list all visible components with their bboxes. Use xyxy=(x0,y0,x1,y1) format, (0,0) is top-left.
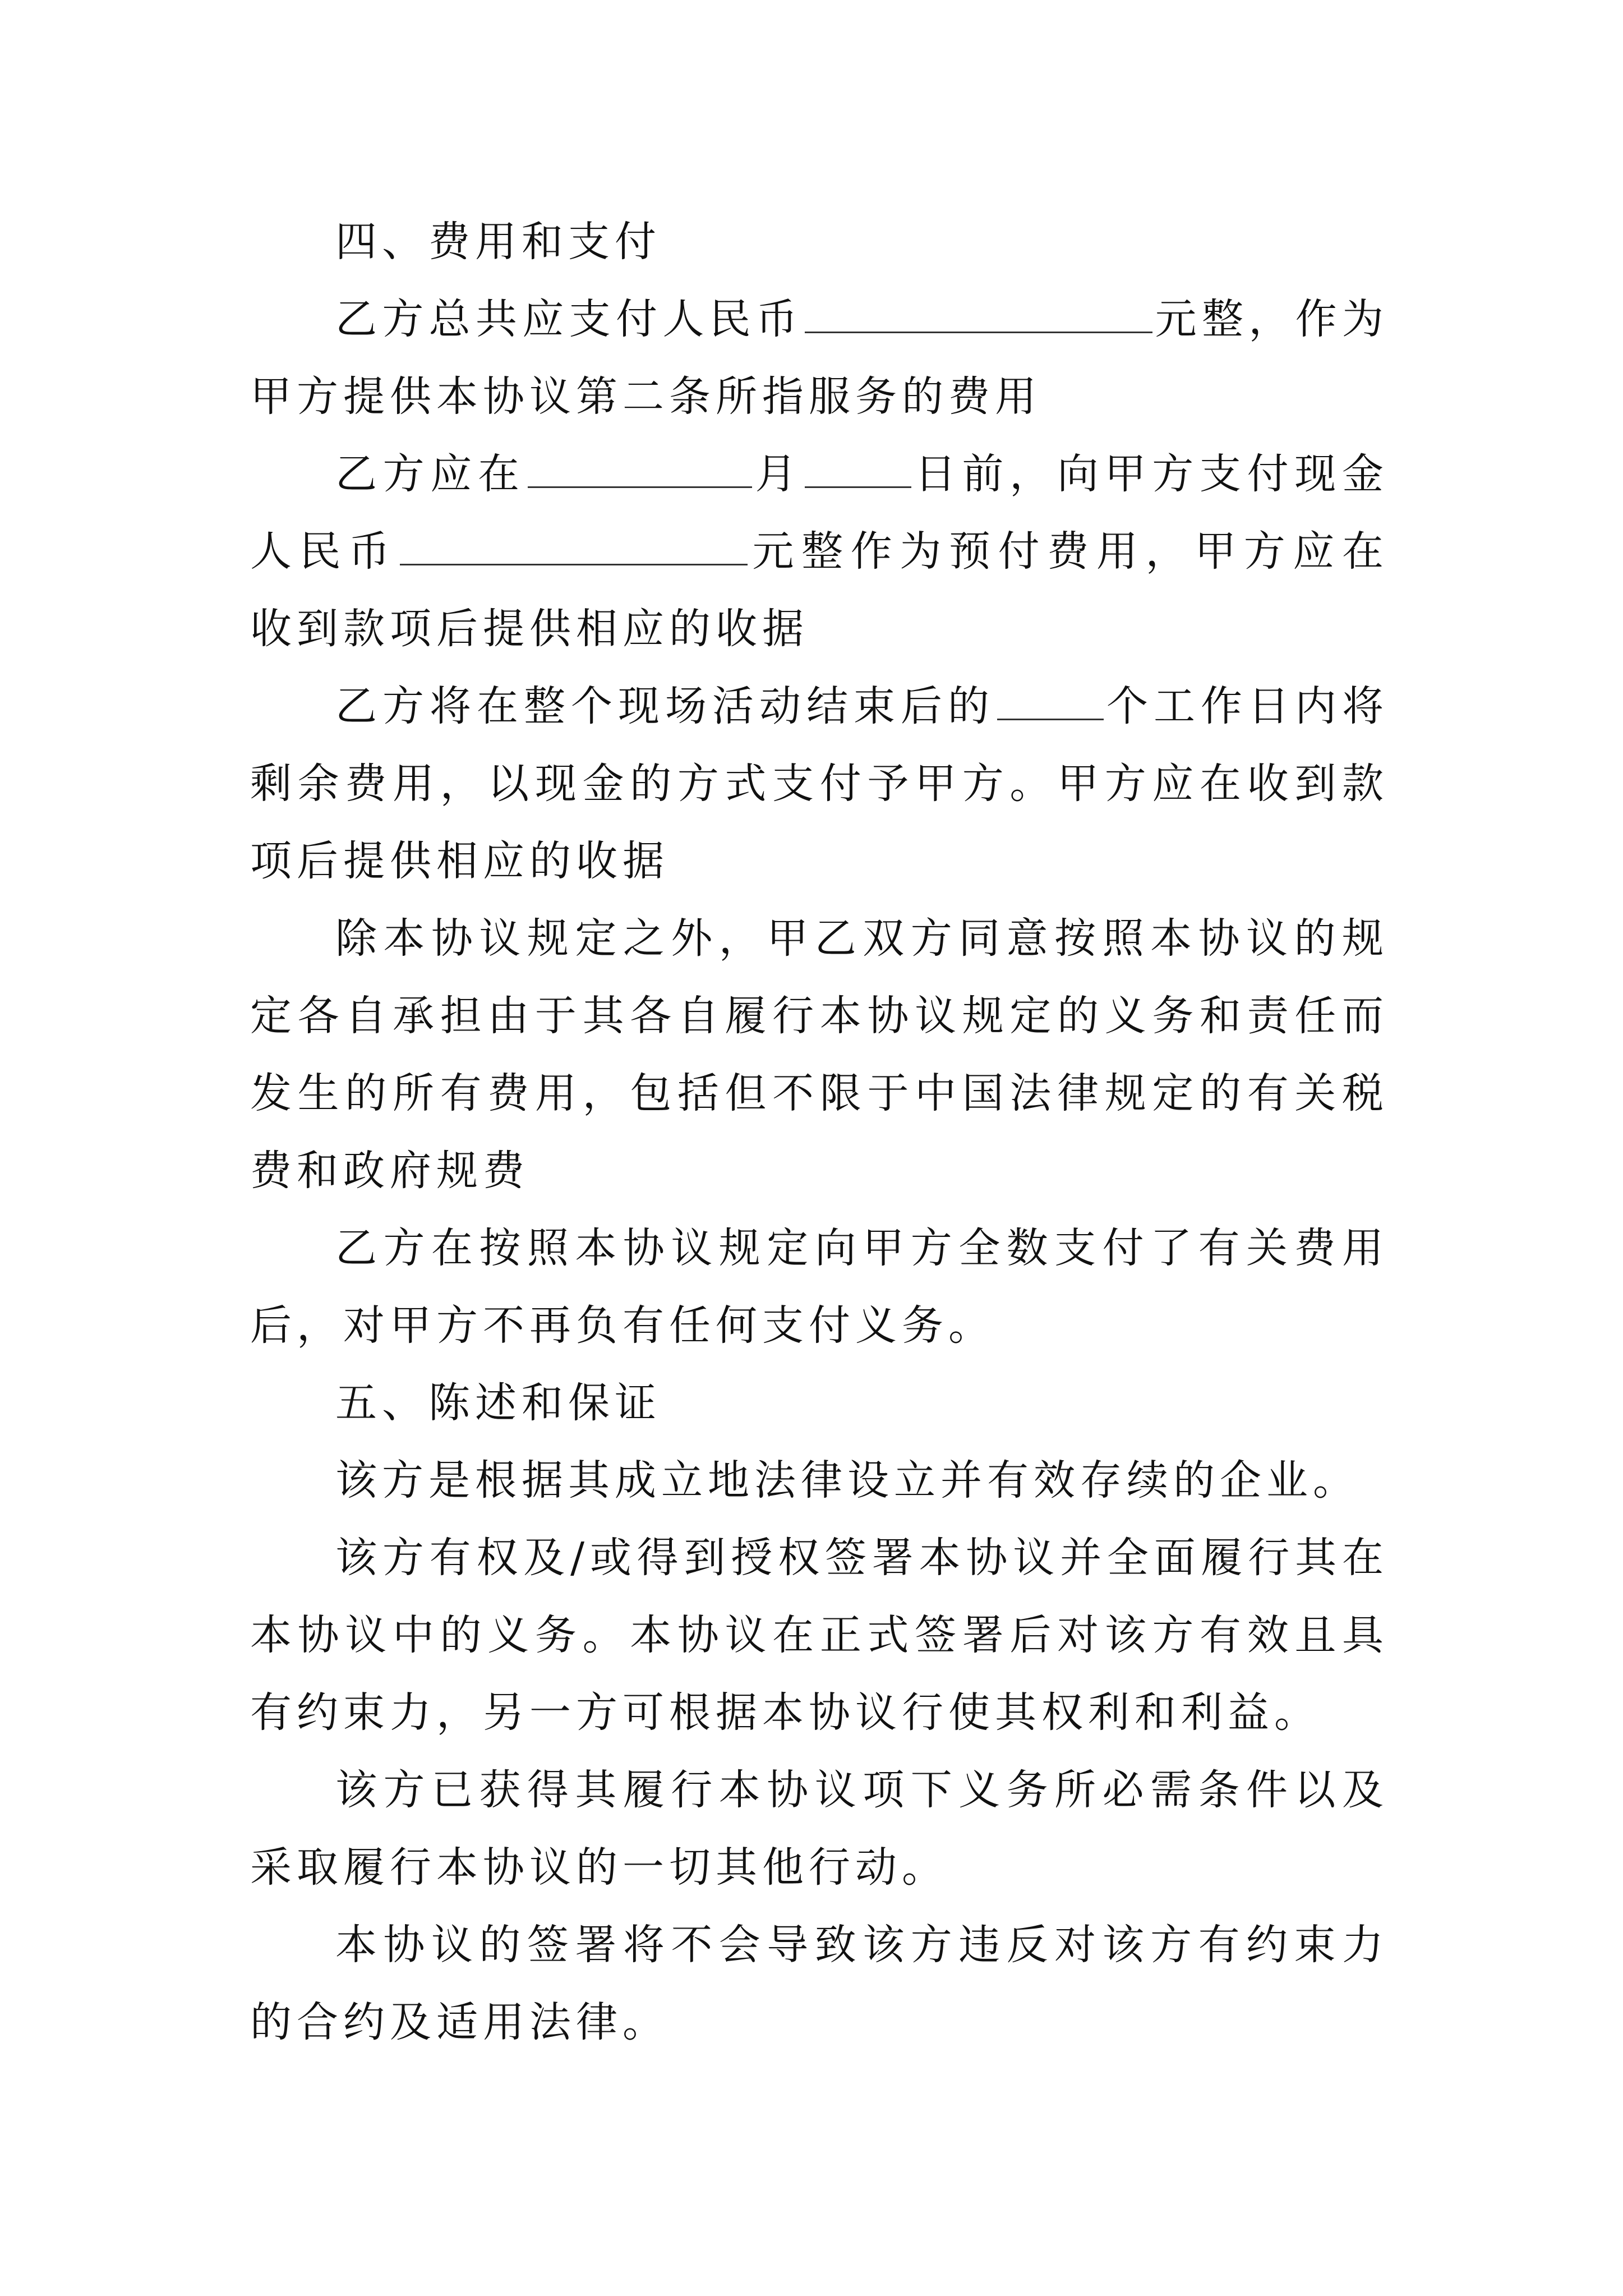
paragraph-payment-discharge: 乙方在按照本协议规定向甲方全数支付了有关费用后，对甲方不再负有任何支付义务。 xyxy=(250,1224,1389,1350)
blank-total-amount xyxy=(805,292,1152,333)
blank-prepayment-amount xyxy=(400,524,748,565)
paragraph-prepayment: 乙方应在 月 日前，向甲方支付现金人民币 元整作为预付费用，甲方应在收到款项后提供相应的收据 xyxy=(250,435,1389,668)
paragraph-total-payment: 乙方总共应支付人民币 元整，作为甲方提供本协议第二条所指服务的费用 xyxy=(250,280,1389,435)
paragraph-authority: 该方有权及/或得到授权签署本协议并全面履行其在本协议中的义务。本协议在正式签署后对该方有效且具有约束力，另一方可根据本协议行使其权利和利益。 xyxy=(250,1534,1389,1737)
paragraph-valid-enterprise: 该方是根据其成立地法律设立并有效存续的企业。 xyxy=(335,1456,1359,1504)
paragraph-remaining-payment: 乙方将在整个现场活动结束后的 个工作日内将剩余费用，以现金的方式支付予甲方。甲方应在收到款项后提供相应的收据 xyxy=(250,668,1389,900)
paragraph-conditions: 该方已获得其履行本协议项下义务所必需条件以及采取履行本协议的一切其他行动。 xyxy=(250,1766,1389,1892)
section-heading-fees-and-payment: 四、费用和支付 xyxy=(335,218,661,266)
paragraph-expenses: 除本协议规定之外，甲乙双方同意按照本协议的规定各自承担由于其各自履行本协议规定的义务和责任而发生的所有费用，包括但不限于中国法律规定的有关税费和政府规费 xyxy=(250,914,1389,1195)
document-body xyxy=(250,203,1389,2061)
section-heading-representations-warranties: 五、陈述和保证 xyxy=(335,1379,661,1427)
blank-day xyxy=(805,447,911,488)
paragraph-no-violation: 本协议的签署将不会导致该方违反对该方有约束力的合约及适用法律。 xyxy=(250,1921,1389,2046)
blank-month xyxy=(528,447,752,488)
blank-working-days xyxy=(997,679,1104,720)
